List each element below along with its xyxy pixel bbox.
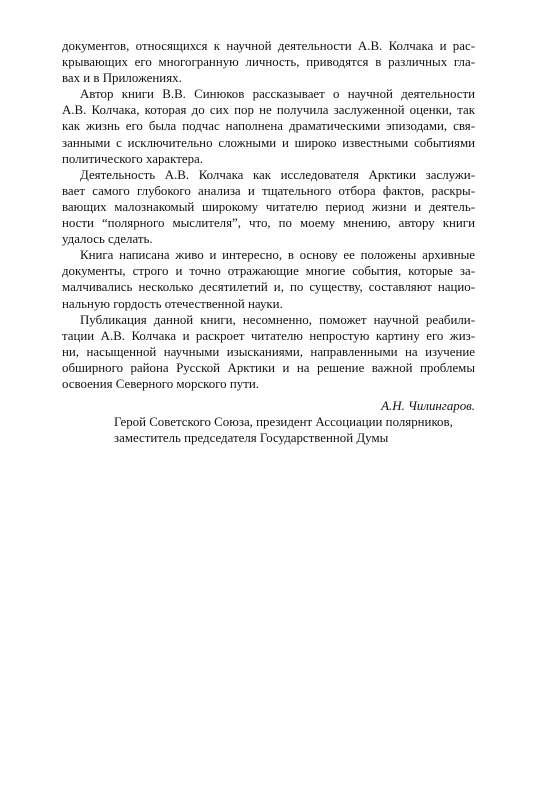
text-line: вах и в Приложениях. xyxy=(62,71,182,86)
paragraph-1 xyxy=(62,38,475,86)
page-body xyxy=(62,38,475,446)
paragraph-4 xyxy=(62,247,475,311)
signature-title: заместитель председателя Государственной Думы xyxy=(114,431,389,446)
text-line: обширного района Русской Арктики и на решение важной проблемы xyxy=(62,360,475,375)
text-line: вает самого глубокого анализа и тщательного отбора фактов, раскры- xyxy=(62,183,475,198)
signature-block xyxy=(62,398,475,446)
paragraph-3 xyxy=(62,167,475,247)
text-line: Деятельность А.В. Колчака как исследователя Арктики заслужи- xyxy=(80,167,475,182)
paragraph-5 xyxy=(62,312,475,392)
text-line: удалось сделать. xyxy=(62,232,153,247)
text-line: А.В. Колчака, которая до сих пор не получила заслуженной оценки, так xyxy=(62,103,475,118)
text-line: документов, относящихся к научной деятельности А.В. Колчака и рас- xyxy=(62,39,475,53)
text-line: освоения Северного морского пути. xyxy=(62,376,259,391)
text-line: малчивались несколько десятилетий и, по существу, составляют нацио- xyxy=(62,280,475,295)
text-line: ности “полярного мыслителя”, что, по моему мнению, автору книги xyxy=(62,216,475,231)
text-line: крывающих его многогранную личность, приводятся в различных гла- xyxy=(62,55,475,70)
text-line: вающих малознакомый широкому читателю период жизни и деятель- xyxy=(62,199,475,214)
paragraph-2 xyxy=(62,86,475,166)
signature-name: А.Н. Чилингаров. xyxy=(381,399,475,414)
text-line: ни, насыщенной научными изысканиями, направленными на изучение xyxy=(62,344,475,359)
text-line: занными с исключительно сложными и широко известными событиями xyxy=(62,135,475,150)
text-line: Публикация данной книги, несомненно, поможет научной реабили- xyxy=(80,312,475,327)
signature-title: Герой Советского Союза, президент Ассоциации полярников, xyxy=(114,415,453,430)
text-line: политического характера. xyxy=(62,151,203,166)
text-line: Книга написана живо и интересно, в основу ее положены архивные xyxy=(80,248,475,263)
text-line: документы, строго и точно отражающие многие события, которые за- xyxy=(62,264,475,279)
text-line: Автор книги В.В. Синюков рассказывает о научной деятельности xyxy=(80,87,475,102)
text-line: тации А.В. Колчака и раскроет читателю непростую картину его жиз- xyxy=(62,328,475,343)
text-line: нальную гордость отечественной науки. xyxy=(62,296,283,311)
text-line: как жизнь его была подчас наполнена драматическими эпизодами, свя- xyxy=(62,119,475,134)
